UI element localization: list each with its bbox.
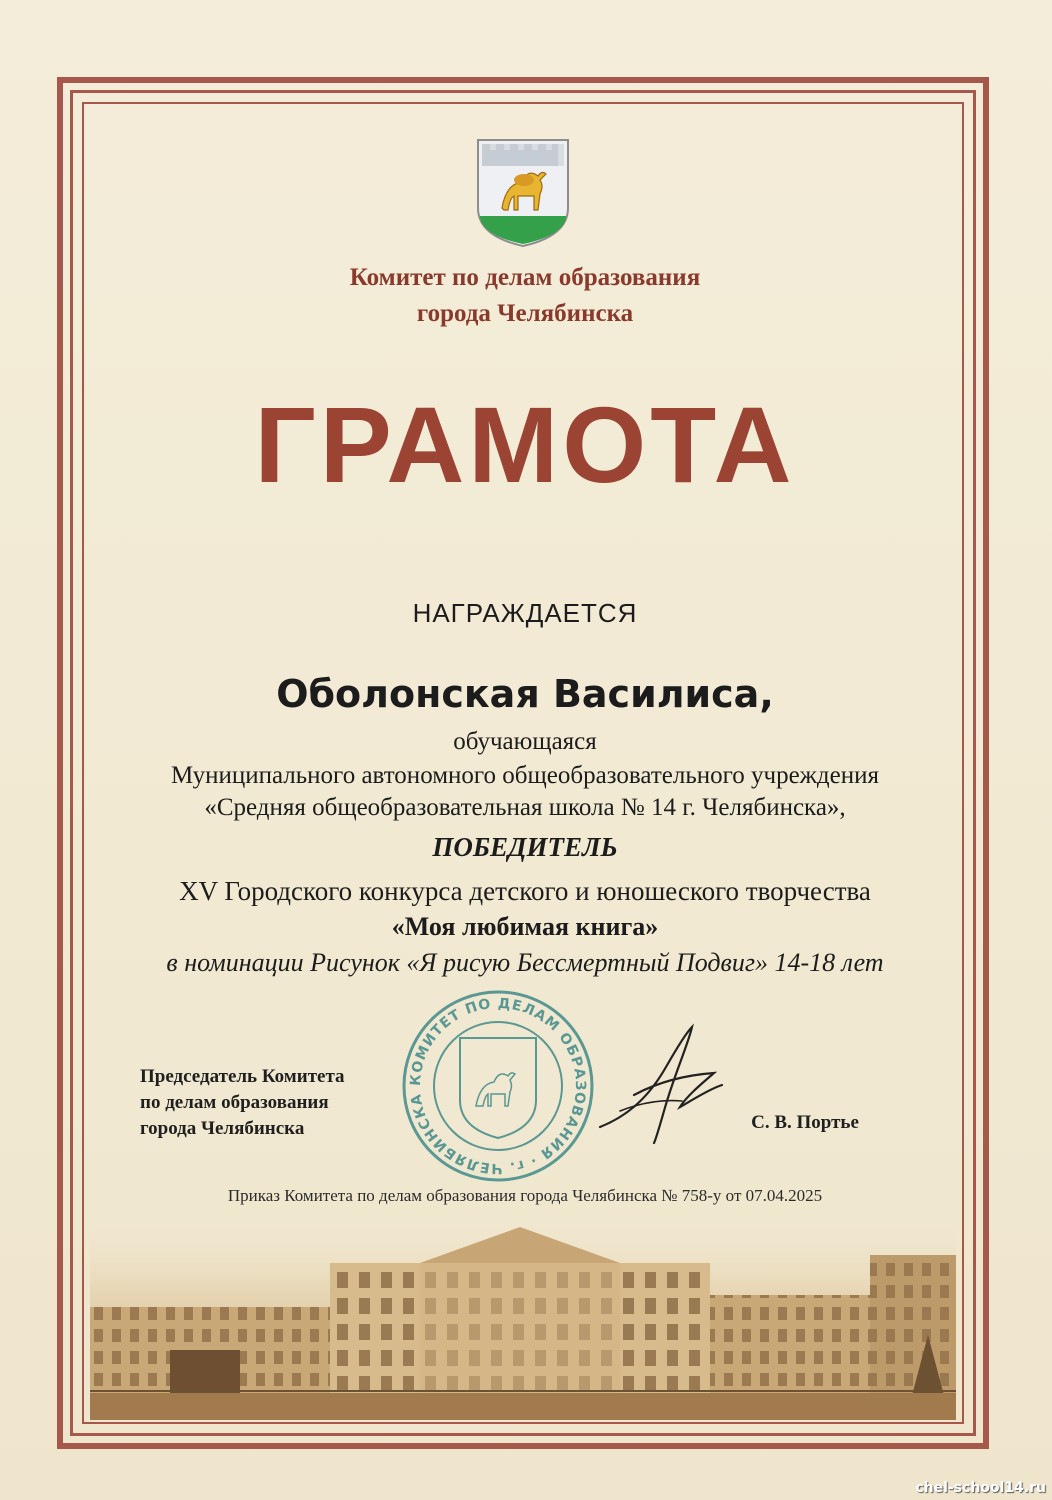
winner-status: ПОБЕДИТЕЛЬ [432,832,618,862]
stamp-icon [400,988,596,1184]
competition-name: «Моя любимая книга» [391,912,659,941]
svg-text:КОМИТЕТ ПО ДЕЛАМ ОБРАЗОВАНИЯ ·: КОМИТЕТ ПО ДЕЛАМ ОБРАЗОВАНИЯ · г. ЧЕЛЯБИНСКА [407,995,589,1177]
recipient-name: Оболонская Василиса, [276,672,774,716]
order-reference: Приказ Комитета по делам образования города Челябинска № 758-у от 07.04.2025 [227,1186,823,1205]
competition-title: XV Городского конкурса детского и юношеского творчества [179,876,871,906]
awarded-label: НАГРАЖДАЕТСЯ [412,598,638,628]
signatory-title [140,1064,400,1142]
organization-line-2: города Челябинска [416,300,634,327]
signatory-line-3: города Челябинска [140,1118,305,1139]
description-line-2: Муниципального автономного общеобразовательного учреждения [170,762,880,789]
nomination-text: в номинации Рисунок «Я рисую Бессмертный Подвиг» 14-18 лет [166,948,884,977]
site-watermark: chel-school14.ru [915,1480,1046,1496]
description-line-1: обучающаяся [453,728,597,755]
description-line-3: «Средняя общеобразовательная школа № 14 г. Челябинска», [204,794,846,821]
signer-name: С. В. Портье [751,1112,859,1133]
certificate-title: ГРАМОТА [254,384,796,505]
signature-icon [590,1015,730,1155]
signatory-line-1: Председатель Комитета [140,1066,345,1087]
signatory-line-2: по делам образования [140,1092,329,1113]
organization-line-1: Комитет по делам образования [349,264,701,291]
school-building-image [90,1215,956,1420]
coat-of-arms-icon [474,136,572,250]
